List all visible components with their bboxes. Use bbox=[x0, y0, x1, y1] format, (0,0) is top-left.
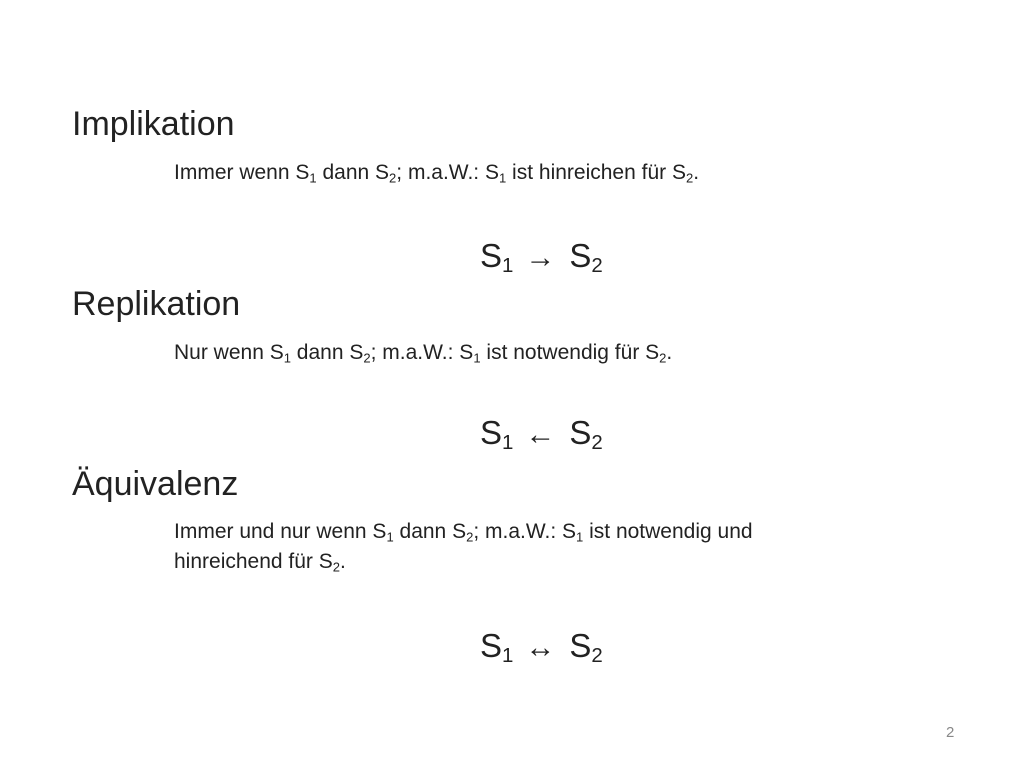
description-line: hinreichend für $S_2$. bbox=[174, 550, 346, 575]
section-title-replikation: Replikation bbox=[72, 285, 241, 323]
formula-aequivalenz bbox=[480, 626, 603, 668]
formula-left: $S_1$ bbox=[480, 627, 514, 668]
formula-right: $S_2$ bbox=[569, 627, 603, 668]
left-arrow-icon: ← bbox=[525, 418, 556, 451]
left-right-arrow-icon: ↔ bbox=[525, 631, 556, 664]
section-description-replikation bbox=[174, 338, 672, 368]
formula-implikation bbox=[480, 236, 603, 278]
right-arrow-icon: → bbox=[525, 241, 556, 274]
section-description-aequivalenz bbox=[174, 517, 753, 577]
description-line: Immer und nur wenn $S_1$ dann $S_2$; m.a.W.: $S_1$ ist notwendig und bbox=[174, 520, 753, 545]
formula-replikation bbox=[480, 413, 603, 455]
page-number: 2 bbox=[946, 724, 955, 741]
formula-right: $S_2$ bbox=[569, 237, 603, 278]
formula-left: $S_1$ bbox=[480, 237, 514, 278]
section-title-aequivalenz: Äquivalenz bbox=[72, 465, 239, 503]
description-line: Immer wenn $S_1$ dann $S_2$; m.a.W.: $S_1$ ist hinreichen für $S_2$. bbox=[174, 161, 700, 186]
section-title-implikation: Implikation bbox=[72, 105, 235, 143]
formula-right: $S_2$ bbox=[569, 414, 603, 455]
formula-left: $S_1$ bbox=[480, 414, 514, 455]
description-line: Nur wenn $S_1$ dann $S_2$; m.a.W.: $S_1$ ist notwendig für $S_2$. bbox=[174, 341, 673, 366]
section-description-implikation bbox=[174, 158, 699, 188]
